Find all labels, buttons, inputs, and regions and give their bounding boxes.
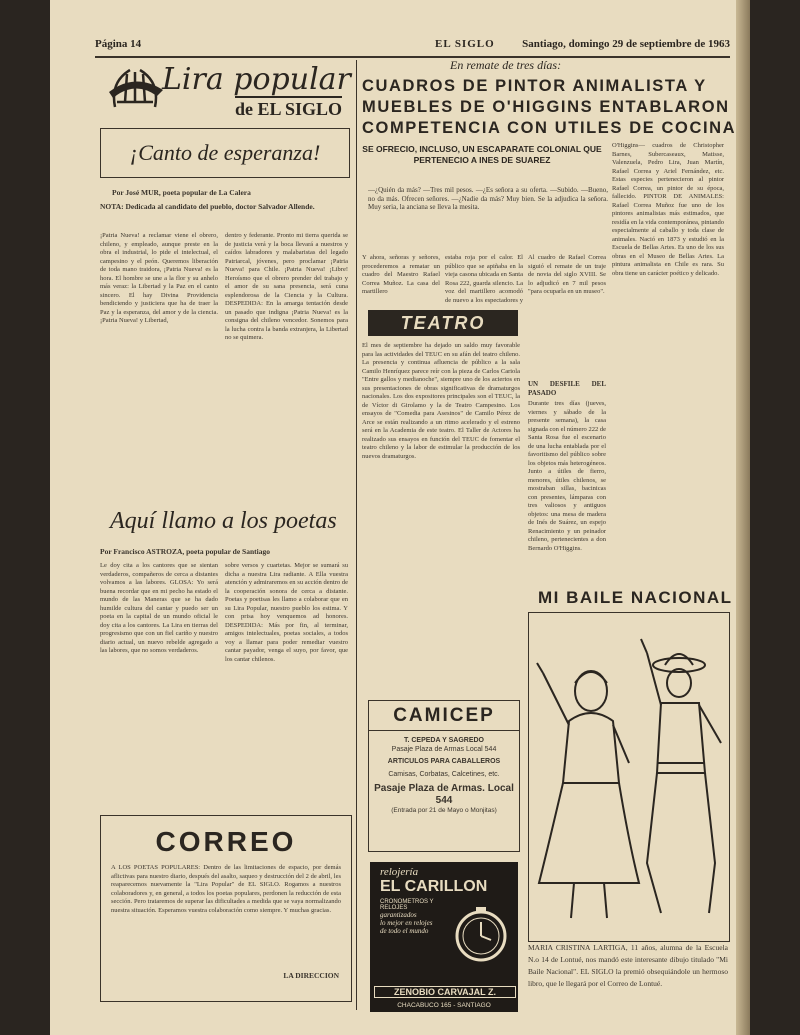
baile-caption: MARIA CRISTINA LARTIGA, 11 años, alumna de la Escuela N.o 14 de Lontué, nos mandó este interesante dibujo titulado "Mi Baile Nacional". EL SIGLO la premió obsequiándole un hermoso libro, que le llegará por el Correo de Lontué.	[528, 943, 728, 988]
aqui-author: Por Francisco ASTROZA, poeta popular de Santiago	[100, 547, 270, 556]
camicep-name: CAMICEP	[369, 705, 519, 731]
baile-title: MI BAILE NACIONAL	[538, 588, 733, 607]
correo-signature: LA DIRECCION	[283, 971, 339, 980]
correo-title: CORREO	[155, 826, 297, 857]
carillon-line4: de todo el mundo	[380, 927, 429, 935]
canto-title: ¡Canto de esperanza!	[129, 140, 321, 165]
canto-note: NOTA: Dedicada al candidato del pueblo, doctor Salvador Allende.	[100, 202, 315, 211]
desfile-body: Durante tres días (jueves, viernes y sábado de la presente semana), la casa signada con el número 222 de Santa Rosa fue el escenario de una lucha entablada por el favoritismo del público sobre los objetos más heterogéneos. Junto a útiles de fierro, menores, útiles chilenos, se mostraban sillas, bacinicas con presentes, lámparas con tres valiosos y antiguos objetos: una mesa de madera de Inés de Suárez, un espejo Renacimiento y un peinador chileno, pertenecientes a don Bernardo O'Higgins.	[528, 400, 606, 552]
lyre-icon	[105, 62, 165, 122]
carillon-kicker: relojería	[380, 866, 419, 878]
watch-icon	[452, 907, 510, 965]
remate-subhead: SE OFRECIO, INCLUSO, UN ESCAPARATE COLONIAL QUE PERTENECIO A INES DE SUAREZ	[362, 144, 602, 165]
carillon-address: CHACABUCO 165 - SANTIAGO	[397, 1002, 491, 1009]
carillon-name: EL CARILLON	[380, 878, 488, 895]
camicep-ad	[368, 700, 520, 852]
camicep-line4: Camisas, Corbatas, Calcetines, etc.	[388, 770, 500, 778]
sidebar-col: O'Higgins— cuadros de Christopher Barnes, Subercaseaux, Matisse, Valenzuela, Pedro Lira, Juan Martín, Rafael Correa y Ariel Fernández, etc. Estas especies pertenecieron al pintor Rafael Correa, un pintor de su época, fallecido. PINTOR DE ANIMALES: Rafael Correa Muñoz fue uno de los pintores animalistas más estimados, que residía en la vida contemporánea, pintando especialmente al caballo y toda clase de animales. Nació en 1873 y estudió en la Escuela de Bellas Artes. Es uno de los sus obras en el Museo de Bellas Artes. La pintura animalista en Chile es rara. Su obra tiene un carácter poético y delicado.	[612, 142, 724, 277]
baile-drawing-frame	[528, 612, 730, 942]
lira-subtitle: de EL SIGLO	[235, 96, 342, 120]
camicep-line5: Pasaje Plaza de Armas. Local 544	[374, 783, 514, 806]
camicep-line3: ARTICULOS PARA CABALLEROS	[387, 758, 501, 765]
header-rule	[95, 56, 730, 58]
remate-col-a: Y ahora, señoras y señores, procederemos a rematar un cuadro del Maestro Rafael Correa Muñoz. La casa del martillero	[362, 254, 440, 295]
canto-author: Por José MUR, poeta popular de La Calera	[112, 188, 251, 197]
cueca-dancers-drawing	[529, 613, 729, 941]
carillon-line1: CRONOMETROS Y RELOJES	[380, 899, 434, 911]
carillon-line2: garantizados	[380, 911, 417, 919]
lira-title: Lira popular	[162, 62, 351, 97]
aqui-col-1: Le doy cita a los cantores que se sientan verdaderos, compañeros de cerca a distantes volvamos a las labores. GLOSA: Yo será buena recordar que en mi pecho ha estado el mundo de las Maneras que se ha dado humilde cultura del cantar y puedo ser un poeta en la capital de un mundo oficial le doy cita a los cantores. La Lira en tierras del progresismo que con un fiel cariño y nuestro diario actual, un nuevo rebelde agregado a las labores, que no somos verdaderos.	[100, 562, 218, 654]
newspaper-page	[50, 0, 750, 1035]
carillon-ad	[370, 862, 518, 1012]
remate-headline: CUADROS DE PINTOR ANIMALISTA Y MUEBLES DE O'HIGGINS ENTABLARON COMPETENCIA CON UTILES DE COCINA	[362, 77, 737, 137]
canto-col-1: ¡Patria Nueva! a reclamar viene el obrero, chileno, y empleado, aunque preste en la obra el industrial, lo pide el intelectual, el campesino y el peón. Queremos liberación de toda mano traidora, ¡Patria Nueva! es la hora. El hombre se une a la flor y su anhelo más veraz: la Libertad y la Paz en el canto sincero. El hay Divina Providencia bendiciendo y justiciera que ha de traer la Paz y la esperanza, del amor y de la ciencia. ¡Patria Nueva! y Libertad,	[100, 232, 218, 324]
correo-body: A LOS POETAS POPULARES: Dentro de las limitaciones de espacio, por demás aflictivas para nuestro diario, después del asalto, saqueo y destrucción del 2 de abril, les reaparecemos nuevamente la "Lira Popular" de EL SIGLO. Rogamos a nuestros colaboradores y, en general, a todos los poetas populares, perdonen la reducción de esta sección. Pero trataremos de superar las dificultades a medida que se vaya normalizando nuestra situación. Esperamos vuestra colaboración como siempre. Y muchas gracias.	[111, 864, 341, 914]
page-header	[95, 38, 730, 54]
camicep-line1: T. CEPEDA Y SAGREDO	[403, 737, 484, 744]
canto-title-box	[100, 128, 350, 178]
remate-kicker: En remate de tres días:	[450, 58, 562, 72]
teatro-banner: TEATRO	[368, 310, 518, 336]
page-edge	[736, 0, 750, 1035]
paper-name: EL SIGLO	[435, 38, 495, 50]
column-divider	[356, 60, 357, 1010]
canto-col-2: dentro y federante. Pronto mi tierra querida se de justicia verá y la boca llevará a nuestros y caídos labradores y malabaristas del legado Patriarcal, jóvenes, pero proclamar ¡Patria Nueva! para Chile. ¡Patria Nueva! ¡Libre! Heroísmo que el obrero prender del trabajo y el amor de su sana presencia, será cuna esplendorosa de la Ciencia y la Cultura. DESPEDIDA: En la amarga tentación desde un pasado que indigna ¡Patria Nueva! es la consigna del chileno vencedor. Sonemos para la lucha contra la banda extranjera, la Libertad no se quimera.	[225, 232, 348, 341]
remate-col-b: estaba roja por el calor. El público que se apiñaba en la vieja casona ubicada en Santa Rosa 222, guarda silencio. La voz del martillero acomodó de nuevo a los espectadores y	[445, 254, 523, 304]
correo-box	[100, 815, 352, 1002]
teatro-body: El mes de septiembre ha dejado un saldo muy favorable para las actividades del TEUC en su afán del teatro chileno. La presencia y continua afluencia de público a la sala Camilo Henríquez parece reír con la pieza de Carlos Cariola "Entre gallos y medianoche", siempre uno de los aciertos en sus presentaciones de obras significativas de dramaturgos nacionales. Los dos expositores principales son el TEUC, la de Víctor di Girolamo y la de Teatro Campesino. Los ensayos de "Comedia para Asesinos" de Camilo Pérez de Arce se están realizando a un ritmo acelerado y el estreno será en la Academia de este teatro. El Taller de Actores ha realizado sus ensayos en función del TEUC de fomentar el teatro chileno y la labor de estimular la producción de los nuevos dramaturgos.	[362, 342, 520, 460]
aqui-col-2: sobre versos y cuartetas. Mejor se sumará su dicha a nuestra Lira radiante. A Ella vuestra atención y admiraremos en su acción dentro de la cooperación sonora de cerca a distante. Poetas y poetisas les llamo a colaborar que en su Lira Popular, nuestro pueblo los estima. Y con prisa hoy venquemos ad honores. DESPEDIDA: Más por fin, al terminar, amigos intelectuales, poetas sociales, a todos voy a llamar para poder remediar vuestro cantar payador, venga el suyo, por favor, que los cantar chilenos.	[225, 562, 348, 663]
remate-col-c: Al cuadro de Rafael Correa siguió el remate de un traje de novia del siglo XVIII. Se lo adjudicó en 7 mil pesos "para ocuparla en un museo".	[528, 254, 606, 295]
aqui-title: Aquí llamo a los poetas	[110, 508, 337, 534]
issue-date: Santiago, domingo 29 de septiembre de 1963	[522, 38, 730, 50]
remate-dialogue: —¿Quién da más? —Tres mil pesos. —¿Es señora a su oferta. —Subido. —Bueno, no da más. Ofrecen señores. —¿Nadie da más? Muy bien. Se la adjudica la señora. Muy seria, la anciana se lleva la mesita.	[368, 186, 608, 211]
camicep-line2: Pasaje Plaza de Armas Local 544	[391, 745, 497, 753]
carillon-line3: lo mejor en relojes	[380, 919, 433, 927]
carillon-owner: ZENOBIO CARVAJAL Z.	[374, 986, 516, 998]
camicep-line6: (Entrada por 21 de Mayo o Monjitas)	[391, 807, 497, 814]
desfile-title: UN DESFILE DEL PASADO	[528, 380, 606, 397]
page-number: Página 14	[95, 38, 142, 50]
